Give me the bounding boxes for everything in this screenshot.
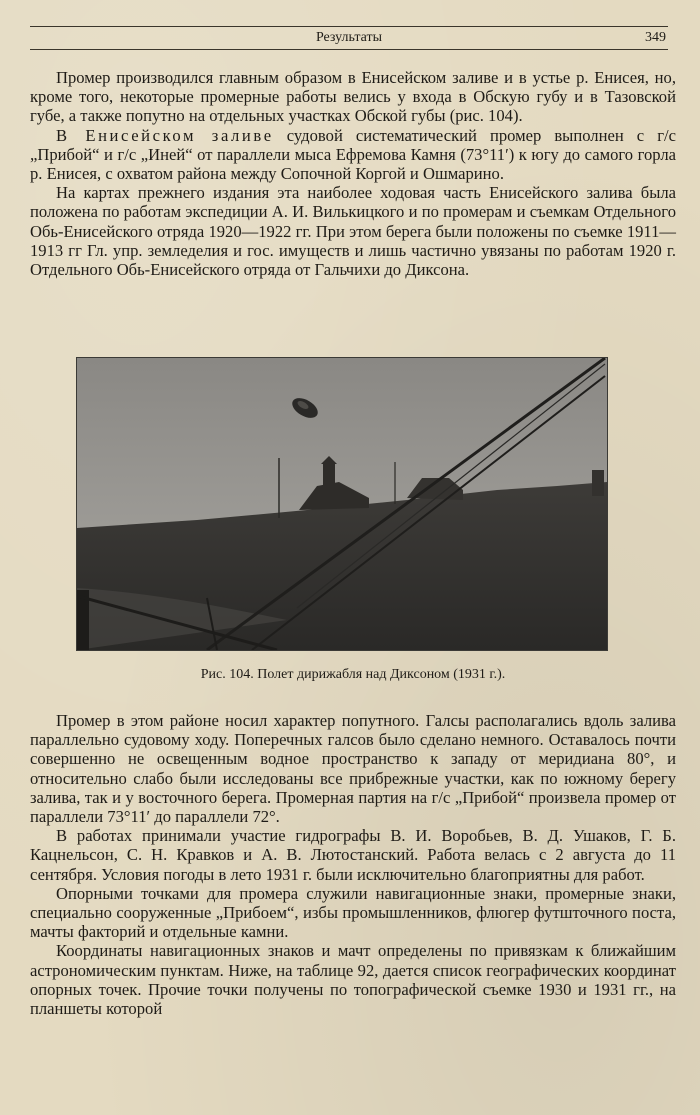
running-header — [30, 26, 668, 50]
running-title: Результаты — [315, 30, 383, 45]
paragraph: Координаты навигационных знаков и мачт определены по привязкам к ближайшим астрономическим пунктам. Ниже, на таблице 92, дается список географических координат опорных точек. Прочие точки получены по топографической съемке 1930 и 1931 гг., на планшеты которой — [30, 941, 676, 1019]
paragraph: Промер в этом районе носил характер попутного. Галсы располагались вдоль залива параллельно судовому ходу. Поперечных галсов было сделано немного. Оставалось почти совершенно не освещенным водное пространство к западу от меридиана 80°, и относительно слабо были исследованы все прибрежные участки, как по южному берегу залива, так и у восточного берега. Промерная партия на г/с „Прибой“ произвела промер от параллели 73°11′ до параллели 72°. — [30, 711, 676, 827]
figure-caption: Рис. 104. Полет дирижабля над Диксоном (1931 г.). — [200, 667, 506, 682]
paragraph: В работах принимали участие гидрографы В. И. Воробьев, В. Д. Ушаков, Г. Б. Кацнельсон, С. Н. Кравков и А. В. Лютостанский. Работа велась с 2 августа до 11 сентября. Условия погоды в лето 1931 г. были исключительно благоприятны для работ. — [30, 826, 676, 884]
text-block-bottom — [30, 711, 676, 1018]
paragraph: Промер производился главным образом в Енисейском заливе и в устье р. Енисея, но, кроме того, некоторые промерные работы велись у входа в Обскую губу и в Тазовской губе, а также попутно на отдельных участках Обской губы (рис. 104). — [30, 68, 676, 126]
paragraph-text: судовой систематический промер выполнен с г/с „Прибой“ и г/с „Иней“ от параллели мыса Ефремова Камня (73°11′) к югу до самого горла р. Енисея, с охватом района между Сопочной Коргой и Ошмарино. — [30, 125, 676, 184]
paragraph — [30, 126, 676, 184]
page-number: 349 — [645, 30, 666, 45]
paragraph: На картах прежнего издания эта наиболее ходовая часть Енисейского залива была положена по работам экспедиции А. И. Вилькицкого и по промерам и съемкам Отдельного Обь-Енисейского отряда 1920—1922 гг. При этом берега были положены по съемке 1911—1913 гг Гл. упр. земледелия и гос. имуществ и лишь частично увязаны по работам 1920 г. Отдельного Обь-Енисейского отряда от Гальчихи до Диксона. — [30, 183, 676, 280]
figure-photo-airship-over-dikson — [76, 357, 608, 651]
text-block-top — [30, 68, 676, 279]
spaced-emphasis: В Енисейском заливе — [56, 125, 274, 145]
paragraph: Опорными точками для промера служили навигационные знаки, промерные знаки, специально сооруженные „Прибоем“, избы промышленников, флюгер футшточного поста, мачты факторий и отдельные камни. — [30, 883, 676, 942]
photo-illustration — [77, 358, 607, 650]
